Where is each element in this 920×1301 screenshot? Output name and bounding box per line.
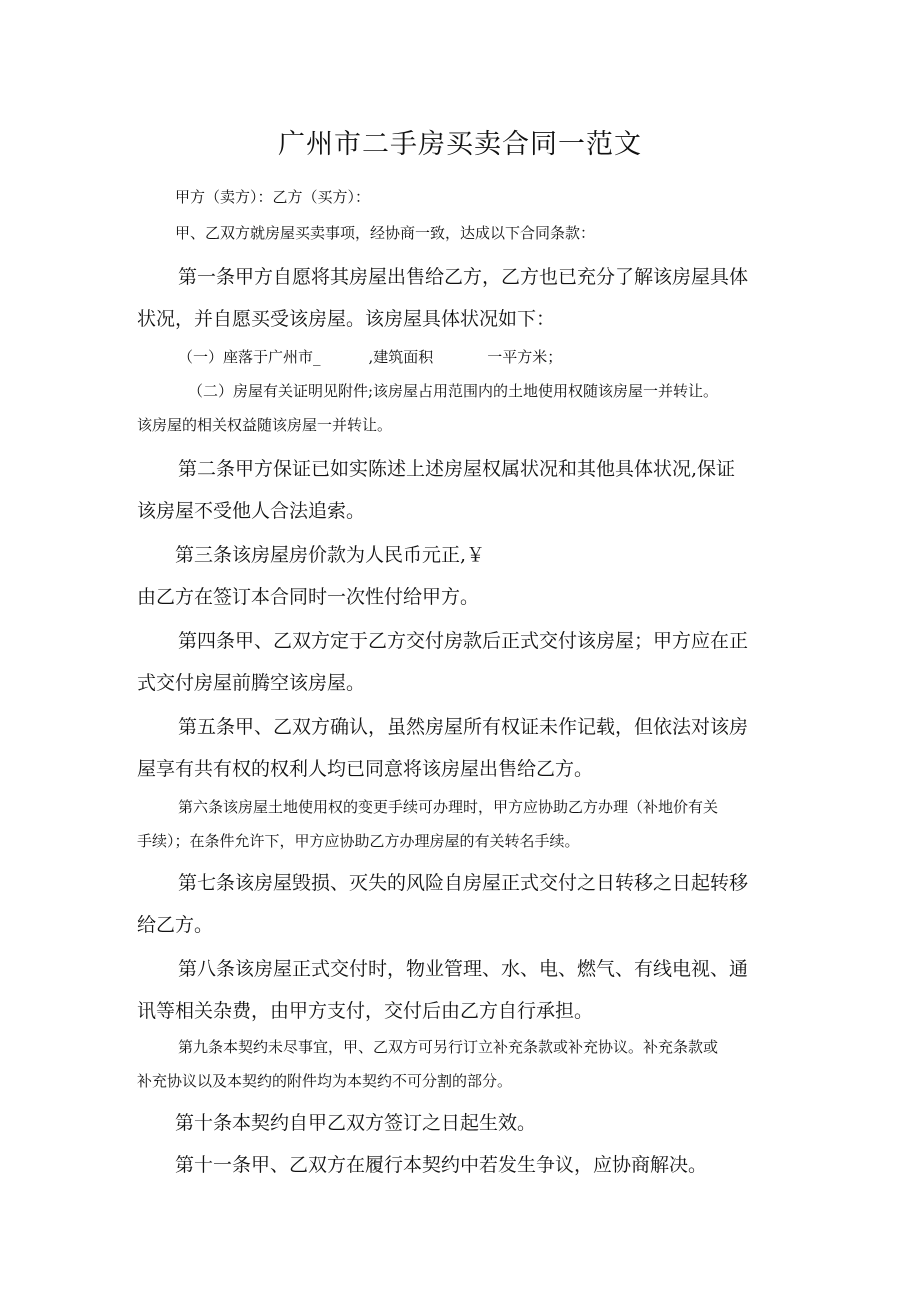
article-4-line-2: 式交付房屋前腾空该房屋。 <box>137 672 366 694</box>
article-4-line-1: 第四条甲、乙双方定于乙方交付房款后正式交付该房屋；甲方应在正 <box>178 630 749 652</box>
article-1-item-2-line-1: （二）房屋有关证明见附件;该房屋占用范围内的土地使用权随该房屋一并转让。 <box>188 382 719 400</box>
article-3-line-2: 由乙方在签订本合同时一次性付给甲方。 <box>137 586 480 608</box>
item-1-area-label: ,建筑面积 <box>368 348 434 366</box>
article-11: 第十一条甲、乙双方在履行本契约中若发生争议，应协商解决。 <box>175 1154 708 1176</box>
article-1-line-2: 状况，并自愿买受该房屋。该房屋具体状况如下： <box>137 308 556 330</box>
article-1-item-2-line-2: 该房屋的相关权益随该房屋一并转让。 <box>137 416 393 434</box>
article-7-line-2: 给乙方。 <box>137 914 214 936</box>
article-2-line-1: 第二条甲方保证已如实陈述上述房屋权属状况和其他具体状况,保证 <box>178 458 736 480</box>
article-9-line-2: 补充协议以及本契约的附件均为本契约不可分割的部分。 <box>137 1072 513 1090</box>
article-3-line-1: 第三条该房屋房价款为人民币元正,￥ <box>175 544 486 566</box>
intro-line: 甲、乙双方就房屋买卖事项，经协商一致，达成以下合同条款： <box>175 224 596 242</box>
article-8-line-2: 讯等相关杂费，由甲方支付，交付后由乙方自行承担。 <box>137 1000 594 1022</box>
article-7-line-1: 第七条该房屋毁损、灭失的风险自房屋正式交付之日转移之日起转移 <box>178 872 749 894</box>
article-8-line-1: 第八条该房屋正式交付时，物业管理、水、电、燃气、有线电视、通 <box>178 958 749 980</box>
item-1-unit: 一平方米； <box>487 348 563 366</box>
item-1-location: （一）座落于广州市_ <box>178 348 321 366</box>
article-6-line-1: 第六条该房屋土地使用权的变更手续可办理时，甲方应协助乙方办理（补地价有关 <box>178 798 719 816</box>
article-5-line-1: 第五条甲、乙双方确认，虽然房屋所有权证未作记载，但依法对该房 <box>178 716 749 738</box>
article-6-line-2: 手续）；在条件允许下，甲方应协助乙方办理房屋的有关转名手续。 <box>137 832 580 850</box>
article-10: 第十条本契约自甲乙双方签订之日起生效。 <box>175 1112 537 1134</box>
article-1-item-1 <box>178 346 562 367</box>
parties-line: 甲方（卖方）：乙方（买方）： <box>175 188 371 206</box>
article-5-line-2: 屋享有共有权的权利人均已同意将该房屋出售给乙方。 <box>137 758 594 780</box>
article-2-line-2: 该房屋不受他人合法追索。 <box>137 500 366 522</box>
article-9-line-1: 第九条本契约未尽事宜，甲、乙双方可另行订立补充条款或补充协议。补充条款或 <box>178 1038 719 1056</box>
article-1-line-1: 第一条甲方自愿将其房屋出售给乙方，乙方也已充分了解该房屋具体 <box>178 266 749 288</box>
document-title: 广州市二手房买卖合同一范文 <box>278 129 642 160</box>
